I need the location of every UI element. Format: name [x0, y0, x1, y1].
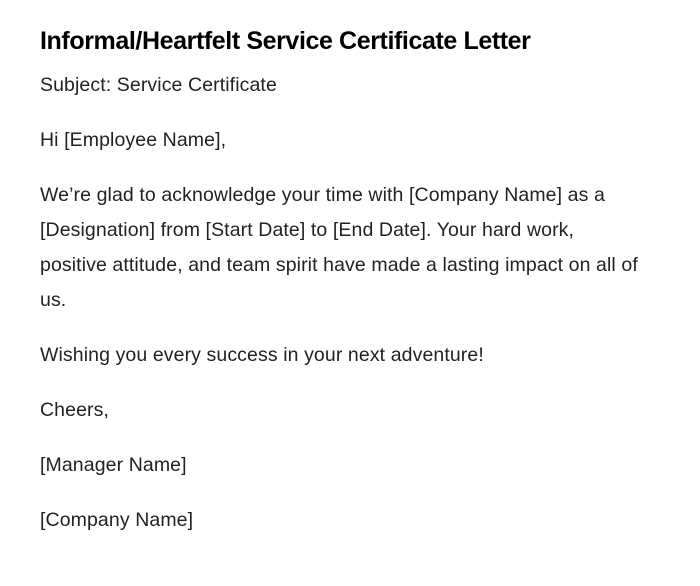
letter-closing: Cheers,: [40, 399, 109, 421]
letter-wishes: Wishing you every success in your next adventure!: [40, 344, 484, 366]
letter-subject: Subject: Service Certificate: [40, 74, 277, 96]
letter-greeting: Hi [Employee Name],: [40, 129, 227, 151]
letter-body: We’re glad to acknowledge your time with [Company Name] as a [Designation] from [Start Date] to [End Date]. Your hard work, positive attitude, and team spirit have made a lasting impact on all of us.: [40, 184, 638, 311]
letter-title: Informal/Heartfelt Service Certificate Letter: [40, 27, 531, 55]
signature-name: [Manager Name]: [40, 454, 187, 476]
signature-company: [Company Name]: [40, 509, 194, 531]
